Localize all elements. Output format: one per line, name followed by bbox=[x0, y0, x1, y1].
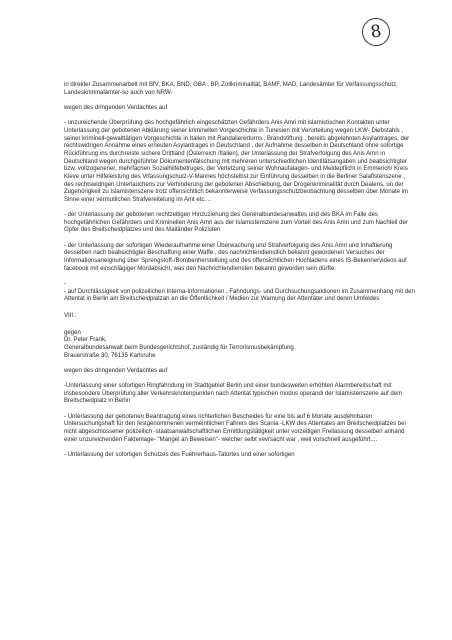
charge-paragraph: - der Unterlassung der gebotenen rechtzeitigen Hinzuziehung des Generalbundesanwaltes und des BKA im Falle des hochgefährlichen Gefährders und Kriminellen Anis Amri aus der Islamistenszene zum Vorteil des Anis Amri und zum Nachteil der Opfer des Breitscheidplatzes und des Mailänder Polizisten bbox=[64, 212, 408, 234]
person-name: Dr. Peter Frank, bbox=[64, 337, 107, 344]
charge-heading: wegen des dringenden Verdachtes auf bbox=[64, 104, 168, 111]
charge-paragraph: - der Unterlassung der sofortigen Wiederaufnahme einer Überwachung und Strafverfolgung des Anis Amri und Inhaftierung desselben nach beabsichtigter Beschaffung einer Waffe , des nachrichtendienstlich bekannt gewordenen Versuches der Informationsaneignung über Sprengstoff-/Bombenherstellung und des offensichtlichen Hochladens eines IS-Bekennervideos auf facebook mit einschlägiger Mordabsicht, was den Nachrichtendiensten bekannt geworden sein dürfte. bbox=[64, 242, 407, 272]
charge-paragraph: - Unterlassung der gebotenen Beantragung eines richterlichen Bescheides für eine bis auf 6 Monate ausdehnbaren Untersuchungshaft für den festgenommenen vermeintlichen Fahrers des Scania -LKW des Attentates am Breitscheidplatzes bei nicht abgeschlossener polizeilich -staatsanwaltschaftlichen Ermittlungstätigkeit unter vorzeitigen Freilassung desselben anhand einer unzureichenden Faktenlage- "Mangel an Beweisen"- welcher selbt vevrsacht war , weil vorschnell ausgeführt.... bbox=[64, 413, 406, 443]
document-body bbox=[64, 82, 416, 460]
intro-paragraph: in direkter Zusammenarbeit mit BfV, BKA, BND, GBA , BP, Zollkriminalität, BAMF, MAD, Landesämter für Verfassungsschutz, Landeskriminalämter-so auch von NRW- bbox=[64, 82, 398, 96]
charge-paragraph: -Unterlassung einer sofortigen Ringfahndung im Stadtgebiet Berlin und einer bundesweiten erhöhten Alarmbereitschaft mit insbesondere Überprüfung aller Verkehrsknotenpunkten nach Attentat typischen modus operandi der Islamistenszene auf dem Breitscheidplatz in Berlin bbox=[64, 383, 403, 405]
charge-paragraph: - unzureichende Überprüfung des hochgefährlich eingeschätzten Gefährders Anis Amri mit islamistischen Kontakten unter Unterlassung der gebotenen Abklärung seiner kriminellen Vorgeschichte in Tunesien mit Verurteilung wegen LKW- Diebstahls , seiner kriminell-gewalttätigen Vorgeschichte in Italien mit Randaliererturns , Brandstiftung , bereits abgelehnten Asylantrages, der rechtswidrigen Annahme eines erneuten Asylantrages in Deutschland , der Aufnahme desselben in Deutschland ohne sofortige Rückführung ins durchreiste sichere Drittland (Österreich /Italien), der Unterlassung der Strafverfolgung des Anis Amri in Deutschland wegen durchgeführter Dokumentenfälschung mit mehreren unterschiedlichen Identitätsangaben und beabsichtigter bzw. vollzogenener, mehrfachen Sozialhilfebetruges, der Verletzung seiner Wohnaufalagen- und Meldepflicht in Emmerich/ Kreis Kleve unter Hilfeleistung des Vrfassungschutz-V-Mannes höchstelbst zur Einführung desselben in die Berliner Salafistenszene , des rechtswidrigen Unterlauchens zur Verhinderung der gebotenen Abschiebung, der Drogenkriminalität durch Dealens, un der Zugehörigkeit zu Islamistenszene trotz offensichtlich bekannterweise Verfassungsschutzbeobachtung desselben über Monate im Sinne einer vermutlichen Strafvereitelung im Amt etc. .. bbox=[64, 120, 410, 203]
person-title: Generalbundesanwalt beim Bundesgerichtshof, zuständig für Terrorismusbekämpfung bbox=[64, 344, 294, 351]
person-address: Brauerstraße 30, 76135 Karlsruhe bbox=[64, 352, 156, 359]
charge-paragraph: - Unterlassung der sofortigen Schutzes des Fuehrerhaus-Tatortes und einer sofortigen bbox=[64, 452, 295, 459]
page-number: 8 bbox=[360, 16, 392, 48]
charge-paragraph: - auf Durchlässigkeit von polizeilichen Interna-Informationen , Fahndungs- und Durchsuchungsaktionen im Zusammenhang mit den Attentat in Berlin am Breitscheidplatzan an die Öffentlichkeit / Medien zur Warnung der Attentäter und deren Umfeldes bbox=[64, 288, 415, 303]
dash-line: - bbox=[64, 280, 67, 287]
charge-heading: wegen des dringenden Verdachtes auf bbox=[64, 367, 168, 374]
against-label: gegen bbox=[64, 329, 81, 336]
section-number: VIII.: bbox=[64, 312, 77, 319]
